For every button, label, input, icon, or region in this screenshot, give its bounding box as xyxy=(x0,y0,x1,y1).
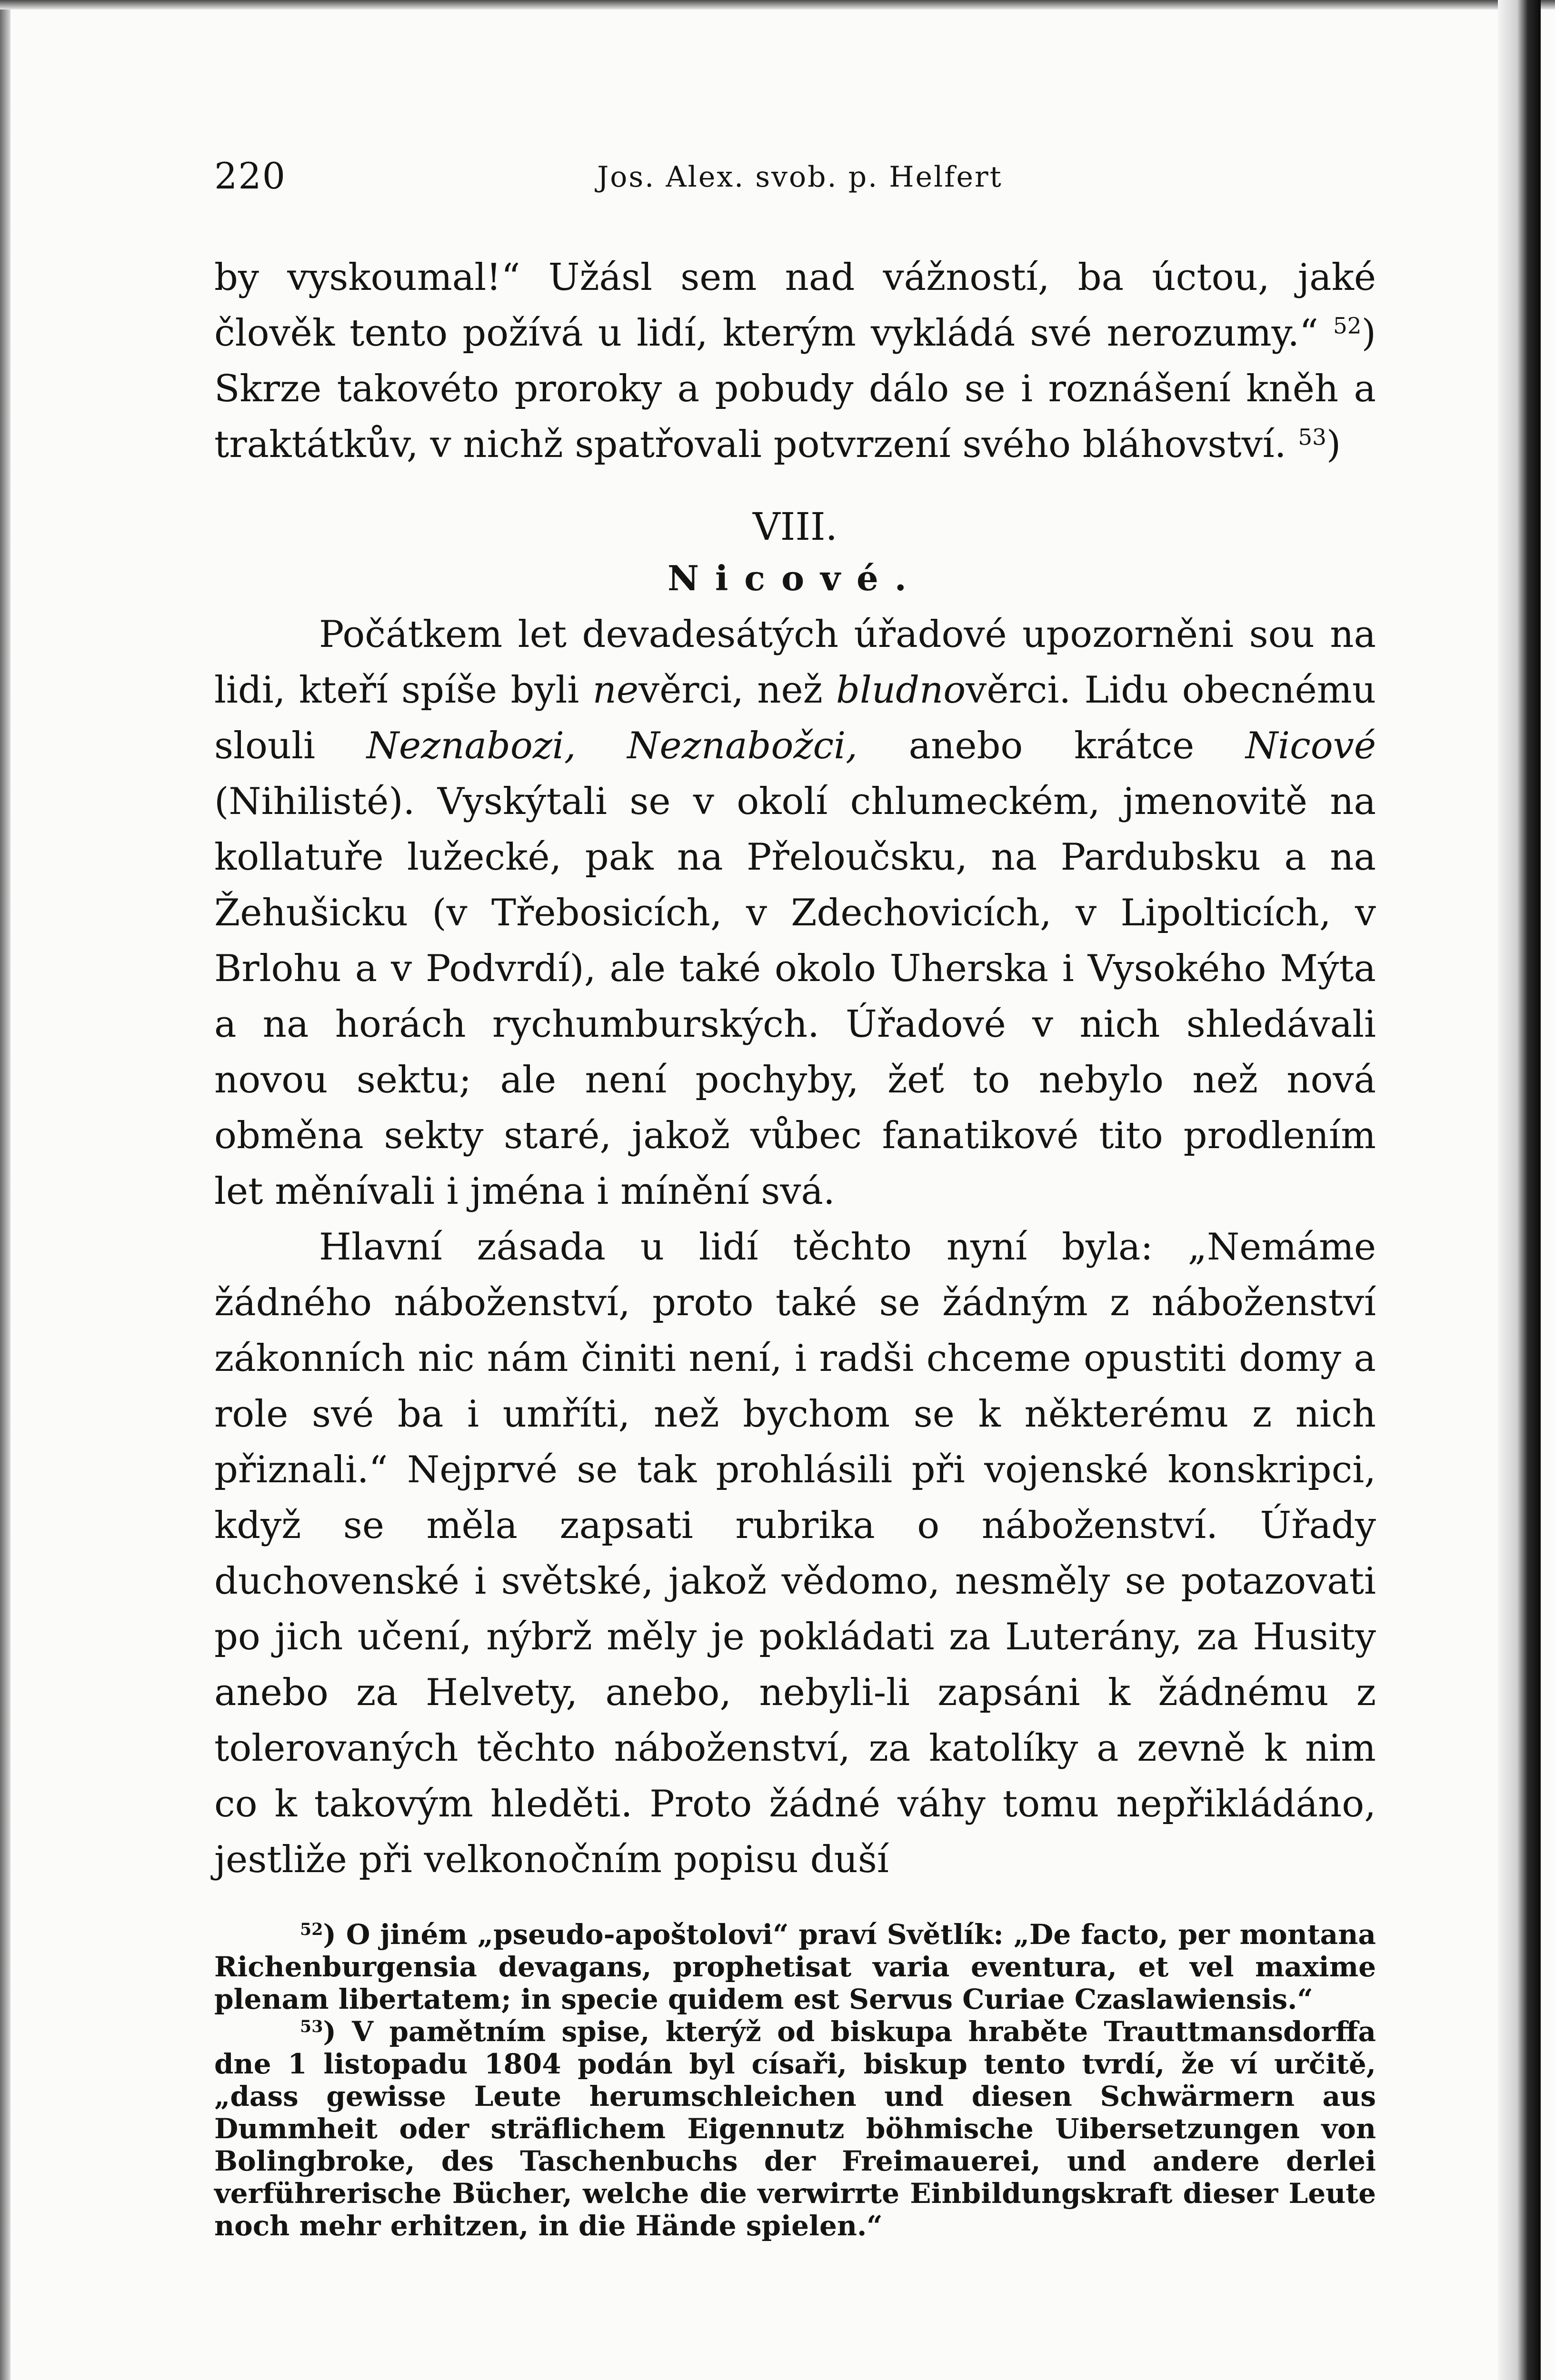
footnote-ref: 52 xyxy=(1333,313,1362,339)
page-number: 220 xyxy=(214,155,287,197)
intro-text: by vyskoumal!“ Užásl sem nad vážností, ba úctou, jaké člověk tento požívá u lidí, kterým vykládá své nerozumy.“ xyxy=(214,256,1376,355)
chapter-number: VIII. xyxy=(752,505,837,549)
footnote-53 xyxy=(214,2015,1376,2242)
paragraph-1 xyxy=(214,607,1376,1220)
chapter-title: Nicové. xyxy=(668,558,923,598)
page-header xyxy=(214,155,1386,212)
footnote-text: ) V pamětním spise, kterýž od biskupa hraběte Trauttmansdorffa dne 1 listopadu 1804 podán byl císaři, biskup tento tvrdí, že ví určitě, „dass gewisse Leute herumschleichen und diesen Schwärmern aus Dummheit oder sträflichem Eigennutz böhmische Uibersetzungen von Bolingbroke, des Taschenbuchs der Freimauerei, und andere derlei verführerische Bücher, welche die verwirrte Einbildungskraft dieser Leute noch mehr erhitzen, in die Hände spielen.“ xyxy=(214,2015,1376,2242)
para1-italic: bludno xyxy=(836,669,966,712)
footnotes xyxy=(214,1918,1376,2242)
para1-italic: Neznabozi, Neznabožci, xyxy=(366,724,857,767)
body-text xyxy=(214,250,1376,1888)
footnote-mark: 52 xyxy=(300,1919,323,1939)
footnote-ref: 53 xyxy=(1298,425,1326,451)
para1-text: věrci. Lidu obecnému slouli xyxy=(214,669,1376,767)
para1-italic: ne xyxy=(592,669,639,712)
footnote-52 xyxy=(214,1918,1376,2015)
page-edge-right xyxy=(1498,0,1541,2380)
para1-text: anebo krátce xyxy=(857,724,1246,767)
running-head: Jos. Alex. svob. p. Helfert xyxy=(597,160,1003,194)
page-edge-left xyxy=(0,0,10,2380)
para1-text: (Nihilisté). Vyskýtali se v okolí chlumeckém, jmenovitě na kollatuře lužecké, pak na Přeloučsku, na Pardubsku a na Žehušicku (v Třebosicích, v Zdechovicích, v Lipolticích, v Brlohu a v Podvrdí), ale také okolo Uherska i Vysokého Mýta a na horách rychumburských. Úřadové v nich shledávali novou sektu; ale není pochyby, žeť to nebylo než nová obměna sekty staré, jakož vůbec fanatikové tito prodlením let měnívali i jména i mínění svá. xyxy=(214,780,1376,1213)
para1-text: věrci, než xyxy=(638,669,837,712)
para1-text: Počátkem let devadesátých úřadové upozorněni sou na lidi, kteří spíše byli xyxy=(214,613,1376,712)
intro-text-2: Skrze takovéto proroky a pobudy dálo se i roznášení kněh a traktátkův, v nichž spatřovali potvrzení svého bláhovství. xyxy=(214,367,1376,466)
para1-italic: Nicové xyxy=(1245,724,1376,767)
footnote-text: ) O jiném „pseudo-apoštolovi“ praví Světlík: „De facto, per montana Richenburgensia devagans, prophetisat varia eventura, et vel maxime plenam libertatem; in specie quidem est Servus Curiae Czaslawiensis.“ xyxy=(214,1918,1376,2015)
footnote-mark: 53 xyxy=(300,2016,323,2036)
page-edge-top xyxy=(0,0,1555,10)
intro-paragraph: by vyskoumal!“ Užásl sem nad vážností, ba úctou, jaké člověk tento požívá u lidí, kterým vykládá své nerozumy.“ $^{52}$) Skrze takovéto proroky a pobudy dálo se i roznášení kněh a traktátkův, v nichž spatřovali potvrzení svého bláhovství. $^{53}$) xyxy=(214,256,1376,466)
paragraph-2: Hlavní zásada u lidí těchto nyní byla: „Nemáme žádného náboženství, proto také se žádným z náboženství zákonních nic nám činiti není, i radši chceme opustiti domy a role své ba i umříti, než bychom se k některému z nich přiznali.“ Nejprvé se tak prohlásili při vojenské konskripci, když se měla zapsati rubrika o náboženství. Úřady duchovenské i světské, jakož vědomo, nesměly se potazovati po jich učení, nýbrž měly je pokládati za Luterány, za Husity anebo za Helvety, anebo, nebyli-li zapsáni k žádnému z tolerovaných těchto náboženství, za katolíky a zevně k nim co k takovým hleděti. Proto žádné váhy tomu nepřikládáno, jestliže při velkonočním popisu duší xyxy=(214,1226,1376,1881)
